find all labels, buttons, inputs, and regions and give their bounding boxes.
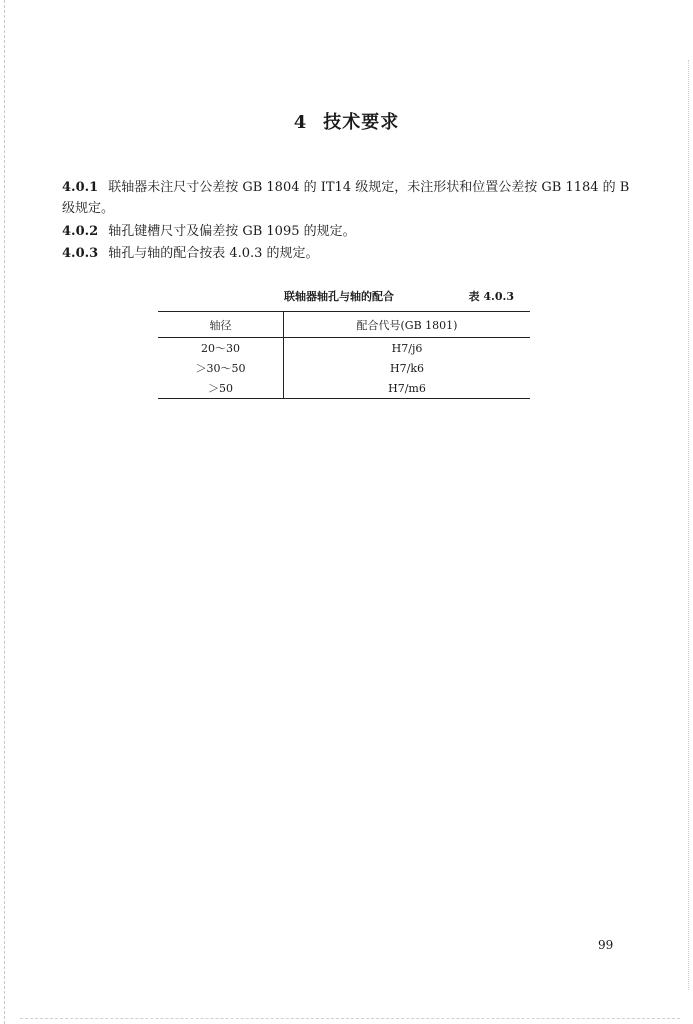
clause-number: 4.0.3 <box>62 246 99 261</box>
page-edge-bottom <box>20 1018 680 1020</box>
clause-4-0-3 <box>62 243 642 264</box>
chapter-title-text: 技术要求 <box>323 112 400 133</box>
cell-fit: H7/m6 <box>388 381 426 395</box>
table-header-row <box>158 312 530 338</box>
clause-text: 轴孔键槽尺寸及偏差按 GB 1095 的规定。 <box>108 224 356 239</box>
clause-text: 联轴器未注尺寸公差按 GB 1804 的 IT14 级规定，未注形状和位置公差按 GB 1184 的 B 级规定。 <box>62 180 630 216</box>
page-number: 99 <box>598 938 614 952</box>
cell-diameter: 20～30 <box>158 338 284 359</box>
page-edge-right <box>688 60 690 990</box>
page-edge-left <box>4 0 6 1024</box>
clause-number: 4.0.1 <box>62 180 99 195</box>
cell-diameter: ＞30～50 <box>158 358 284 378</box>
clause-4-0-2 <box>62 221 642 242</box>
cell-fit: H7/j6 <box>391 341 423 355</box>
cell-fit: H7/k6 <box>390 361 424 375</box>
header-shaft-diameter: 轴径 <box>158 312 284 338</box>
clause-text: 轴孔与轴的配合按表 4.0.3 的规定。 <box>108 246 319 261</box>
clause-number: 4.0.2 <box>62 224 99 239</box>
chapter-title <box>0 108 693 134</box>
cell-diameter: ＞50 <box>158 378 284 399</box>
table-row <box>158 358 530 378</box>
table-caption <box>160 288 530 306</box>
header-fit-code: 配合代号(GB 1801) <box>356 318 458 332</box>
fit-table <box>158 311 530 399</box>
table-row <box>158 378 530 399</box>
table-caption-title: 联轴器轴孔与轴的配合 <box>284 290 394 303</box>
chapter-number: 4 <box>293 112 308 133</box>
clause-4-0-1 <box>62 177 642 219</box>
table-id: 表 4.0.3 <box>468 290 514 303</box>
table-row <box>158 338 530 359</box>
